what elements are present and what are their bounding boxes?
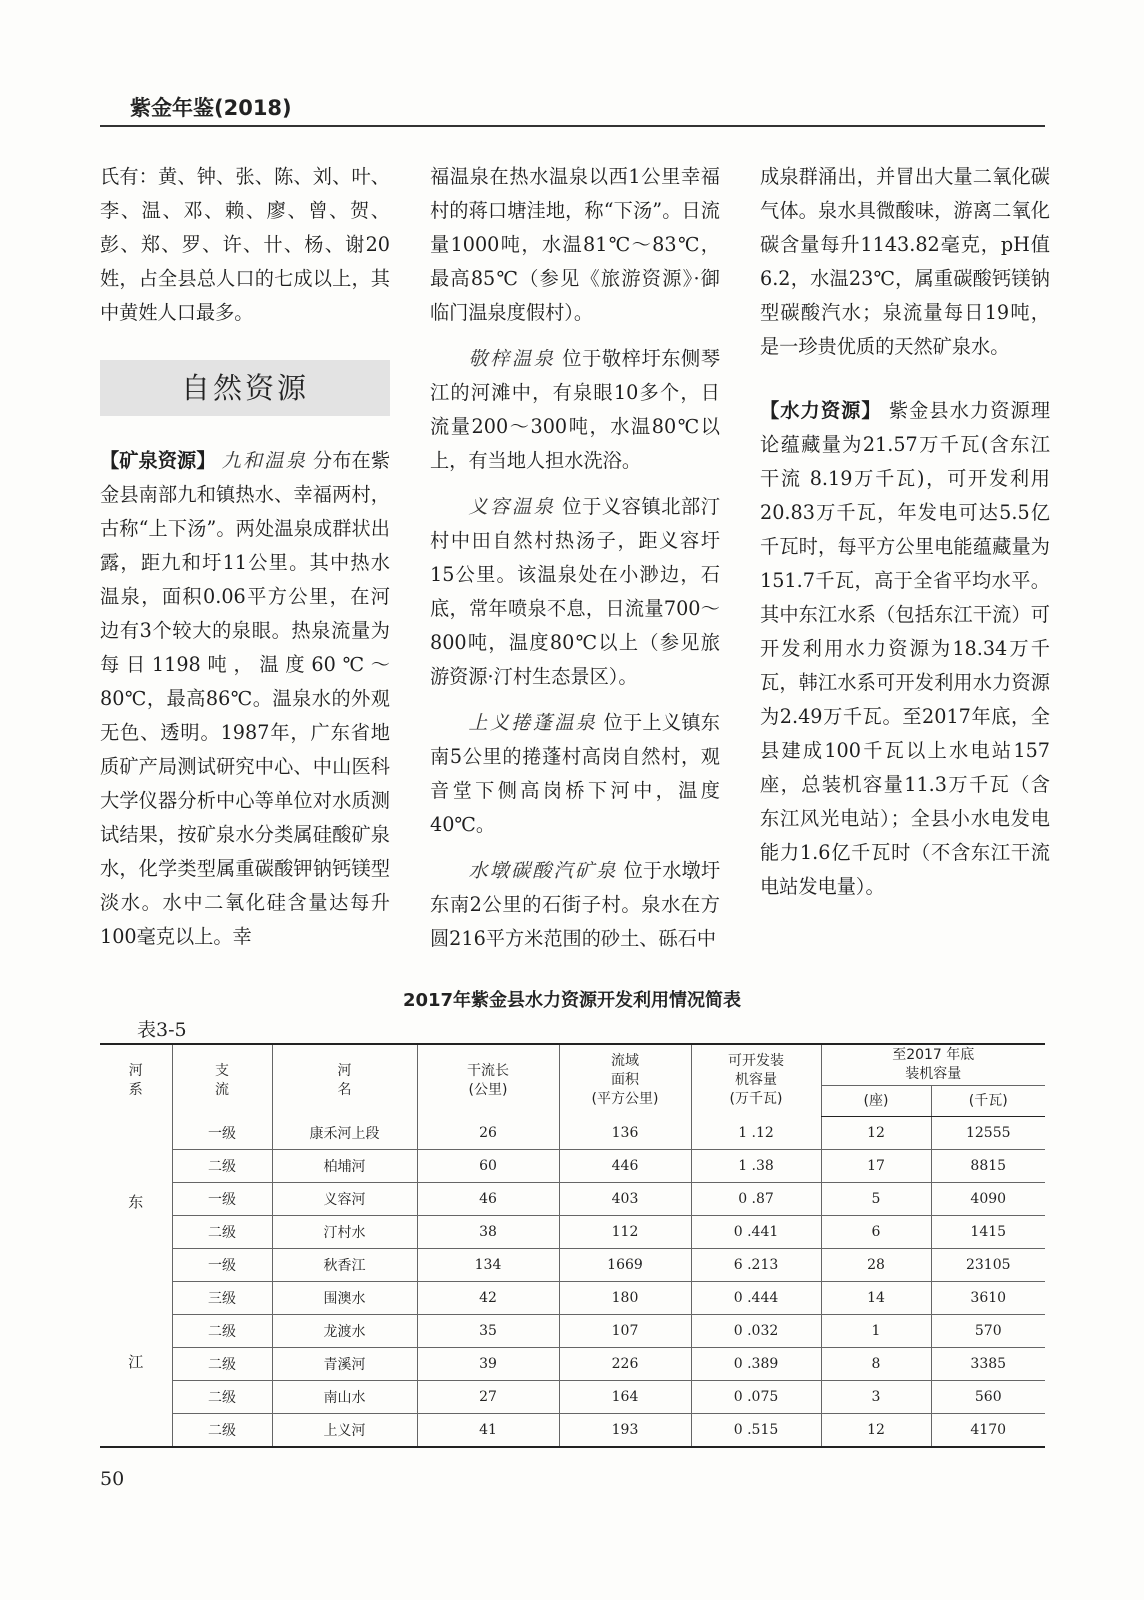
subtopic: 水墩碳酸汽矿泉 <box>468 859 618 882</box>
table-header-row <box>100 1044 1045 1086</box>
paragraph-text: 位于上义镇东南5公里的捲蓬村高岗自然村，观音堂下侧高岗桥下河中，温度40℃。 <box>430 711 720 836</box>
paragraph-text: 位于水墩圩东南2公里的石街子村。泉水在方圆216平方米范围的砂土、砾石中 <box>430 859 721 950</box>
river-system-char: 江 <box>128 1352 144 1371</box>
cell-count: 6 <box>821 1216 931 1249</box>
page-number: 50 <box>100 1468 125 1490</box>
cell-tributary: 二级 <box>172 1150 272 1183</box>
cell-length: 35 <box>417 1315 559 1348</box>
topic-tag: 【矿泉资源】 <box>100 449 216 472</box>
cell-kw: 23105 <box>931 1249 1045 1282</box>
table-row <box>100 1216 1045 1249</box>
header-tributary: 支 流 <box>172 1044 272 1117</box>
paragraph <box>430 490 720 694</box>
cell-tributary: 二级 <box>172 1381 272 1414</box>
table-row <box>100 1249 1045 1282</box>
table-row <box>100 1381 1045 1414</box>
cell-kw: 1415 <box>931 1216 1045 1249</box>
cell-count: 28 <box>821 1249 931 1282</box>
cell-tributary: 二级 <box>172 1348 272 1381</box>
table-row <box>100 1315 1045 1348</box>
cell-river-name: 青溪河 <box>272 1348 417 1381</box>
cell-length: 60 <box>417 1150 559 1183</box>
river-system-char: 东 <box>128 1192 144 1211</box>
cell-tributary: 二级 <box>172 1315 272 1348</box>
header-rule <box>100 125 1045 127</box>
paragraph <box>100 444 390 954</box>
cell-length: 42 <box>417 1282 559 1315</box>
text-column-3 <box>760 160 1050 904</box>
text-column-2 <box>430 160 720 956</box>
cell-river-name: 南山水 <box>272 1381 417 1414</box>
paragraph <box>430 342 720 478</box>
cell-tributary: 二级 <box>172 1414 272 1448</box>
cell-capacity: 0 .87 <box>691 1183 821 1216</box>
table-row <box>100 1150 1045 1183</box>
cell-tributary: 一级 <box>172 1117 272 1150</box>
subtopic: 敬梓温泉 <box>468 347 556 370</box>
header-basin-area: 流域 面积 (平方公里) <box>559 1044 691 1117</box>
cell-capacity: 0 .032 <box>691 1315 821 1348</box>
cell-capacity: 1 .12 <box>691 1117 821 1150</box>
cell-area: 136 <box>559 1117 691 1150</box>
cell-tributary: 一级 <box>172 1249 272 1282</box>
cell-capacity: 0 .075 <box>691 1381 821 1414</box>
cell-capacity: 1 .38 <box>691 1150 821 1183</box>
header-installed-count: (座) <box>821 1086 931 1117</box>
cell-length: 39 <box>417 1348 559 1381</box>
cell-kw: 3385 <box>931 1348 1045 1381</box>
table-row <box>100 1348 1045 1381</box>
paragraph: 氏有：黄、钟、张、陈、刘、叶、李、温、邓、赖、廖、曾、贺、彭、郑、罗、许、卄、杨、谢20姓，占全县总人口的七成以上，其中黄姓人口最多。 <box>100 165 390 324</box>
cell-area: 193 <box>559 1414 691 1448</box>
cell-kw: 3610 <box>931 1282 1045 1315</box>
cell-count: 5 <box>821 1183 931 1216</box>
cell-length: 46 <box>417 1183 559 1216</box>
cell-area: 226 <box>559 1348 691 1381</box>
cell-count: 3 <box>821 1381 931 1414</box>
cell-river-name: 柏埔河 <box>272 1150 417 1183</box>
topic-tag: 【水力资源】 <box>760 399 882 422</box>
cell-area: 403 <box>559 1183 691 1216</box>
table-row <box>100 1183 1045 1216</box>
river-system-cell <box>100 1117 172 1448</box>
cell-area: 107 <box>559 1315 691 1348</box>
cell-area: 180 <box>559 1282 691 1315</box>
cell-area: 164 <box>559 1381 691 1414</box>
paragraph-text: 分布在紫金县南部九和镇热水、幸福两村，古称“上下汤”。两处温泉成群状出露，距九和圩11公里。其中热水温泉，面积0.06平方公里，在河边有3个较大的泉眼。热泉流量为每日1198吨，温度60℃～80℃，最高86℃。温泉水的外观无色、透明。1987年，广东省地质矿产局测试研究中心、中山医科大学仪器分析中心等单位对水质测试结果，按矿泉水分类属硅酸矿泉水，化学类型属重碳酸钾钠钙镁型淡水。水中二氧化硅含量达每升100毫克以上。幸 <box>100 449 391 948</box>
table-row <box>100 1282 1045 1315</box>
cell-river-name: 秋香江 <box>272 1249 417 1282</box>
running-head: 紫金年鉴(2018) <box>130 96 292 120</box>
paragraph: 成泉群涌出，并冒出大量二氧化碳气体。泉水具微酸味，游离二氧化碳含量每升1143.82毫克，pH值6.2，水温23℃，属重碳酸钙镁钠型碳酸汽水；泉流量每日19吨，是一珍贵优质的天然矿泉水。 <box>760 165 1050 358</box>
section-heading-box <box>100 360 390 416</box>
cell-length: 38 <box>417 1216 559 1249</box>
cell-river-name: 汀村水 <box>272 1216 417 1249</box>
cell-capacity: 6 .213 <box>691 1249 821 1282</box>
paragraph <box>430 854 720 956</box>
cell-kw: 560 <box>931 1381 1045 1414</box>
header-installed-kw: (千瓦) <box>931 1086 1045 1117</box>
subtopic: 义容温泉 <box>468 495 556 518</box>
header-capacity: 可开发装 机容量 (万千瓦) <box>691 1044 821 1117</box>
cell-area: 112 <box>559 1216 691 1249</box>
header-main-length: 干流长 (公里) <box>417 1044 559 1117</box>
cell-length: 41 <box>417 1414 559 1448</box>
cell-river-name: 义容河 <box>272 1183 417 1216</box>
table-title: 2017年紫金县水力资源开发利用情况简表 <box>402 990 742 1011</box>
cell-capacity: 0 .515 <box>691 1414 821 1448</box>
cell-tributary: 三级 <box>172 1282 272 1315</box>
cell-capacity: 0 .389 <box>691 1348 821 1381</box>
header-river-system: 河 系 <box>100 1044 172 1117</box>
subtopic: 上义捲蓬温泉 <box>468 711 598 734</box>
cell-length: 27 <box>417 1381 559 1414</box>
cell-count: 12 <box>821 1117 931 1150</box>
subtopic: 九和温泉 <box>221 449 307 472</box>
cell-length: 134 <box>417 1249 559 1282</box>
paragraph-text: 位于敬梓圩东侧琴江的河滩中，有泉眼10多个，日流量200～300吨，水温80℃以上，有当地人担水洗浴。 <box>430 347 721 472</box>
cell-kw: 8815 <box>931 1150 1045 1183</box>
header-river-name: 河 名 <box>272 1044 417 1117</box>
cell-river-name: 龙渡水 <box>272 1315 417 1348</box>
cell-capacity: 0 .444 <box>691 1282 821 1315</box>
cell-kw: 570 <box>931 1315 1045 1348</box>
text-column-1 <box>100 160 390 954</box>
cell-tributary: 二级 <box>172 1216 272 1249</box>
cell-river-name: 康禾河上段 <box>272 1117 417 1150</box>
cell-kw: 4170 <box>931 1414 1045 1448</box>
cell-river-name: 围澳水 <box>272 1282 417 1315</box>
table-number: 表3-5 <box>137 1019 187 1041</box>
cell-river-name: 上义河 <box>272 1414 417 1448</box>
section-title: 自然资源 <box>180 371 309 405</box>
cell-count: 1 <box>821 1315 931 1348</box>
cell-kw: 12555 <box>931 1117 1045 1150</box>
cell-capacity: 0 .441 <box>691 1216 821 1249</box>
paragraph <box>430 706 720 842</box>
header-installed: 至2017 年底 装机容量 <box>821 1044 1045 1086</box>
cell-kw: 4090 <box>931 1183 1045 1216</box>
paragraph-text: 位于义容镇北部汀村中田自然村热汤子，距义容圩15公里。该温泉处在小渺边，石底，常年喷泉不息，日流量700～800吨，温度80℃以上（参见旅游资源·汀村生态景区）。 <box>430 495 721 688</box>
cell-area: 1669 <box>559 1249 691 1282</box>
cell-tributary: 一级 <box>172 1183 272 1216</box>
cell-area: 446 <box>559 1150 691 1183</box>
paragraph-text: 紫金县水力资源理论蕴藏量为21.57万千瓦(含东江干流 8.19万千瓦)，可开发利用20.83万千瓦，年发电可达5.5亿千瓦时，每平方公里电能蕴藏量为151.7千瓦，高于全省平均水平。其中东江水系（包括东江干流）可开发利用水力资源为18.34万千瓦，韩江水系可开发利用水力资源为2.49万千瓦。至2017年底，全县建成100千瓦以上水电站157座，总装机容量11.3万千瓦（含东江风光电站）；全县小水电发电能力1.6亿千瓦时（不含东江干流电站发电量）。 <box>760 399 1051 898</box>
cell-count: 14 <box>821 1282 931 1315</box>
hydropower-table <box>100 1043 1045 1448</box>
table-row <box>100 1117 1045 1150</box>
cell-length: 26 <box>417 1117 559 1150</box>
paragraph <box>760 394 1050 904</box>
cell-count: 17 <box>821 1150 931 1183</box>
cell-count: 12 <box>821 1414 931 1448</box>
table-row <box>100 1414 1045 1448</box>
paragraph: 福温泉在热水温泉以西1公里幸福村的蒋口塘洼地，称“下汤”。日流量1000吨，水温81℃～83℃，最高85℃（参见《旅游资源》·御临门温泉度假村）。 <box>430 165 720 324</box>
cell-count: 8 <box>821 1348 931 1381</box>
